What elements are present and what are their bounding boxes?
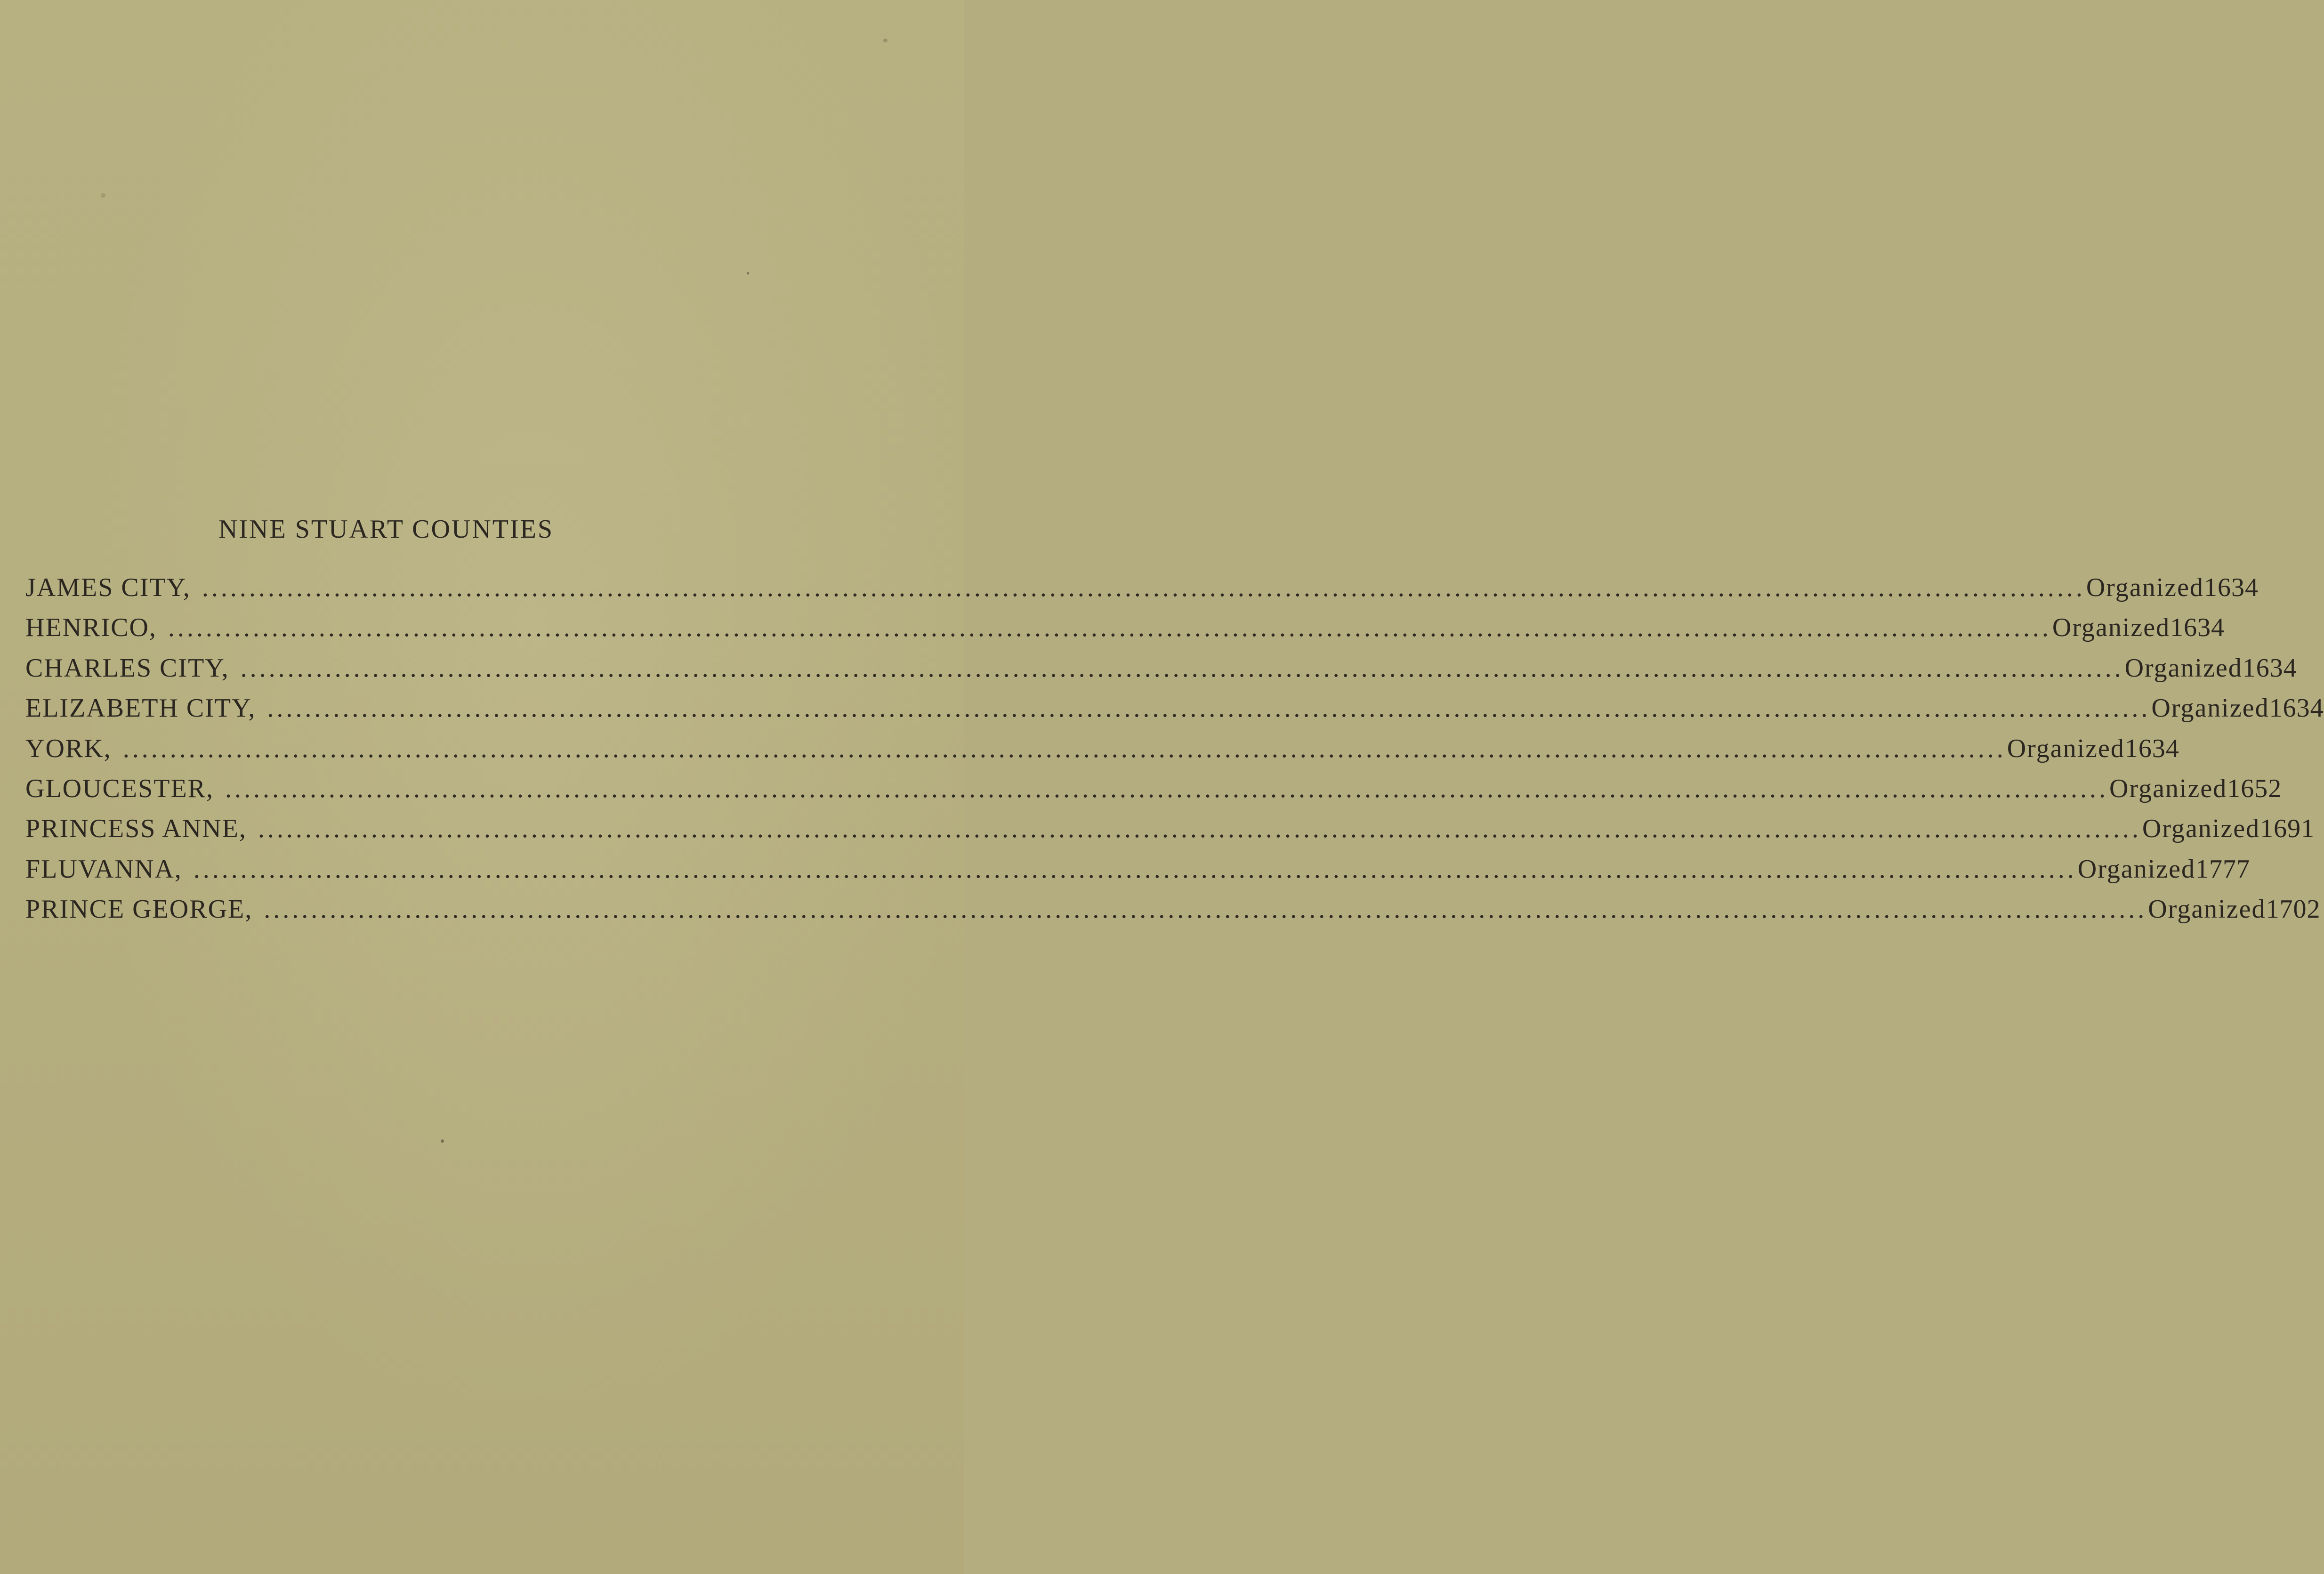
county-row xyxy=(25,889,2321,929)
county-name: CHARLES CITY, xyxy=(25,653,229,683)
county-row xyxy=(25,568,2259,608)
paper-speck xyxy=(441,1139,444,1143)
county-row xyxy=(25,849,2250,889)
organized-year: 1702 xyxy=(2266,895,2321,924)
organized-label: Organized xyxy=(2148,895,2266,924)
paper-speck xyxy=(883,39,888,42)
organized-label: Organized xyxy=(2077,854,2195,884)
county-row xyxy=(25,648,2297,688)
county-row xyxy=(25,769,2282,809)
dot-leader: ........................................................................................................................................................................................................ xyxy=(122,734,2006,763)
dot-leader: ........................................................................................................................................................................................................ xyxy=(258,814,2141,844)
organized-label: Organized xyxy=(2151,694,2269,723)
county-name: ELIZABETH CITY, xyxy=(25,694,256,723)
organized-label: Organized xyxy=(2109,774,2227,803)
paper-speck xyxy=(101,193,105,198)
county-name: HENRICO, xyxy=(25,613,157,643)
organized-year: 1691 xyxy=(2260,814,2315,844)
dot-leader: ........................................................................................................................................................................................................ xyxy=(225,774,2108,803)
organized-year: 1652 xyxy=(2227,774,2282,803)
organized-year: 1634 xyxy=(2170,613,2225,643)
county-row xyxy=(25,809,2315,849)
organized-year: 1634 xyxy=(2204,573,2259,602)
organized-year: 1777 xyxy=(2195,854,2250,884)
dot-leader: ........................................................................................................................................................................................................ xyxy=(202,573,2085,602)
dot-leader: ........................................................................................................................................................................................................ xyxy=(240,653,2124,683)
county-name: GLOUCESTER, xyxy=(25,774,214,803)
county-name: JAMES CITY, xyxy=(25,573,191,602)
organized-label: Organized xyxy=(2052,613,2171,643)
county-name: FLUVANNA, xyxy=(25,854,182,884)
county-row xyxy=(25,688,2324,728)
dot-leader: ........................................................................................................................................................................................................ xyxy=(267,694,2151,723)
dot-leader: ........................................................................................................................................................................................................ xyxy=(193,854,2077,884)
organized-label: Organized xyxy=(2086,573,2204,602)
county-row xyxy=(25,608,2225,648)
dot-leader: ........................................................................................................................................................................................................ xyxy=(168,613,2051,643)
organized-label: Organized xyxy=(2142,814,2260,844)
organized-year: 1634 xyxy=(2242,653,2297,683)
county-row xyxy=(25,729,2179,769)
organized-year: 1634 xyxy=(2124,734,2179,763)
county-name: PRINCE GEORGE, xyxy=(25,895,253,924)
page-heading: NINE STUART COUNTIES xyxy=(218,515,554,544)
county-list xyxy=(25,568,2324,930)
organized-label: Organized xyxy=(2007,734,2125,763)
organized-year: 1634 xyxy=(2269,694,2324,723)
dot-leader: ........................................................................................................................................................................................................ xyxy=(264,895,2147,924)
paper-speck xyxy=(747,272,749,274)
county-name: PRINCESS ANNE, xyxy=(25,814,247,844)
county-name: YORK, xyxy=(25,734,112,763)
organized-label: Organized xyxy=(2124,653,2243,683)
